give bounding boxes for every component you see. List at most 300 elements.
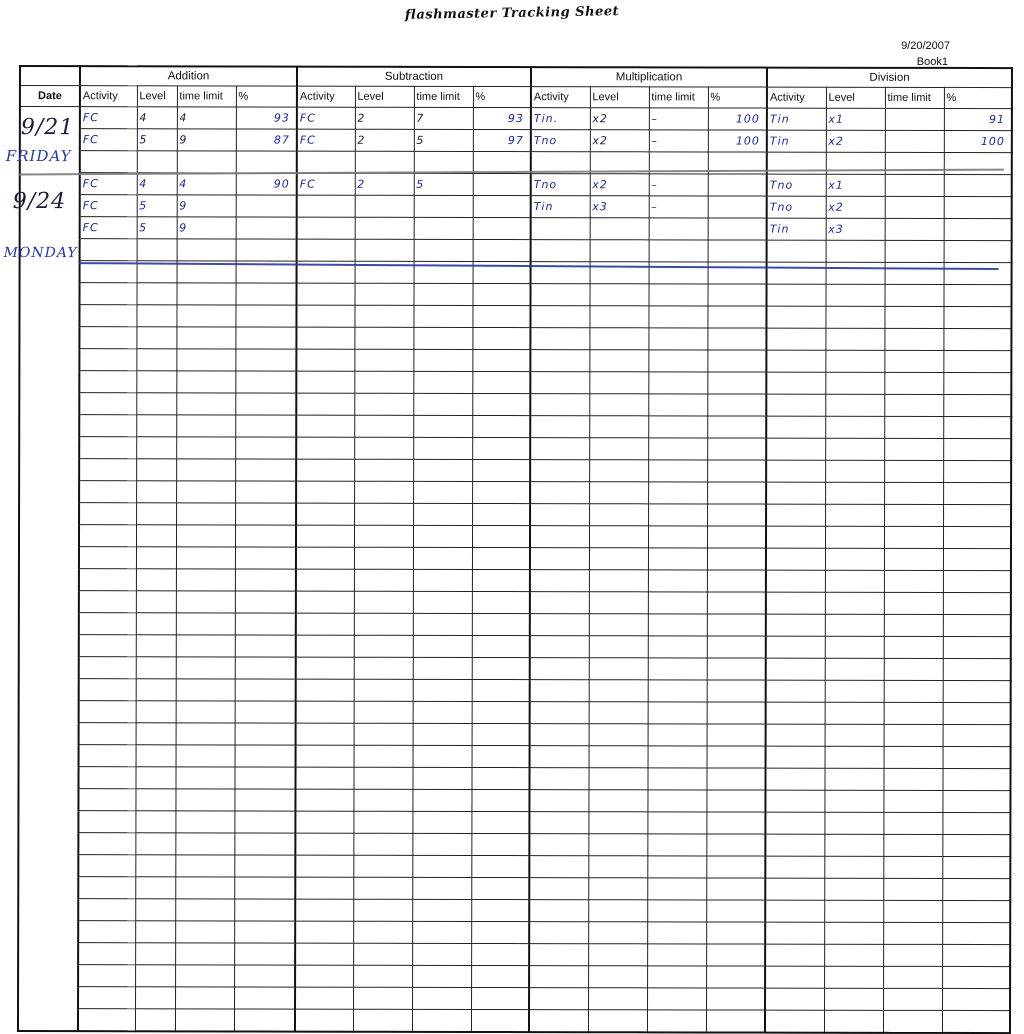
subtraction-activity-cell: FC [297, 129, 355, 151]
addition-time-limit-header: time limit [177, 86, 236, 107]
division-time-limit-cell [884, 768, 943, 790]
addition-percent-cell [235, 679, 296, 701]
addition-percent-cell [235, 393, 296, 415]
multiplication-time-limit-cell [648, 570, 707, 592]
division-activity-cell: Tin [767, 108, 826, 130]
subtraction-level-cell [355, 151, 414, 173]
addition-time-limit-cell [176, 371, 235, 393]
date-cell [19, 591, 79, 613]
subtraction-time-limit-cell [413, 305, 472, 327]
addition-percent-cell [234, 899, 295, 921]
subtraction-time-limit-cell [413, 503, 472, 525]
multiplication-time-limit-cell [648, 416, 707, 438]
multiplication-percent-cell [707, 680, 766, 702]
subtraction-activity-cell [296, 723, 354, 745]
multiplication-time-limit-cell [647, 768, 706, 790]
addition-activity-cell [79, 547, 136, 569]
addition-activity-cell [78, 767, 135, 789]
date-cell [19, 415, 79, 437]
subtraction-percent-cell [472, 723, 530, 745]
multiplication-level-cell [589, 328, 648, 350]
addition-time-limit-cell [176, 481, 235, 503]
multiplication-level-cell [589, 416, 648, 438]
division-activity-cell [765, 988, 824, 1010]
multiplication-percent-cell [706, 768, 765, 790]
subtraction-level-cell [354, 481, 413, 503]
table-row [19, 525, 1011, 549]
multiplication-time-limit-cell [648, 592, 707, 614]
addition-level-cell [135, 811, 175, 833]
addition-activity-cell [78, 965, 135, 987]
subtraction-level-cell [353, 833, 412, 855]
table-row [20, 173, 1012, 197]
subtraction-level-cell [354, 371, 413, 393]
subtraction-time-limit-cell [413, 283, 472, 305]
subtraction-percent-cell [472, 635, 530, 657]
addition-activity-cell [79, 305, 136, 327]
subtraction-level-cell [354, 679, 413, 701]
subtraction-level-cell [354, 415, 413, 437]
addition-level-cell [136, 393, 176, 415]
addition-time-limit-cell [175, 987, 234, 1009]
subtraction-time-limit-cell [414, 217, 473, 239]
date-cell [18, 965, 78, 987]
addition-time-limit-cell [176, 635, 235, 657]
subtraction-level-cell [354, 525, 413, 547]
division-level-cell [826, 284, 885, 306]
date-cell [18, 811, 78, 833]
date-cell [19, 701, 79, 723]
division-percent-cell [944, 284, 1012, 306]
addition-time-limit-cell [176, 415, 235, 437]
multiplication-time-limit-cell [647, 988, 706, 1010]
division-percent-cell [942, 900, 1010, 922]
multiplication-level-cell: x2 [590, 130, 649, 152]
division-activity-cell [766, 548, 825, 570]
subtraction-activity-cell [296, 437, 354, 459]
subtraction-percent-cell [472, 503, 530, 525]
addition-level-cell [135, 943, 175, 965]
table-row [18, 965, 1010, 989]
addition-percent-cell [235, 547, 296, 569]
subtraction-activity-cell [296, 547, 354, 569]
multiplication-level-cell [588, 812, 647, 834]
division-activity-cell [765, 878, 824, 900]
multiplication-activity-cell [530, 570, 589, 592]
subtraction-activity-cell [295, 965, 353, 987]
subtraction-activity-header: Activity [297, 86, 355, 107]
multiplication-activity-cell: Tin [531, 196, 590, 218]
division-activity-cell [765, 834, 824, 856]
addition-percent-cell [235, 481, 296, 503]
addition-level-cell: 5 [137, 195, 177, 217]
table-row [19, 305, 1011, 329]
subtraction-activity-cell [296, 635, 354, 657]
subtraction-time-limit-cell [413, 679, 472, 701]
division-time-limit-cell [884, 482, 943, 504]
division-activity-cell [767, 284, 826, 306]
multiplication-percent-cell [707, 702, 766, 724]
multiplication-activity-cell [530, 350, 589, 372]
addition-time-limit-cell [176, 349, 235, 371]
multiplication-level-cell: x2 [590, 108, 649, 130]
date-cell [19, 305, 79, 327]
division-activity-cell [766, 416, 825, 438]
addition-level-cell [136, 327, 176, 349]
multiplication-time-limit-cell [648, 328, 707, 350]
subtraction-time-limit-cell [413, 723, 472, 745]
addition-activity-cell: FC [80, 107, 137, 129]
division-time-limit-cell [883, 988, 942, 1010]
division-level-cell [824, 922, 883, 944]
multiplication-level-cell [589, 746, 648, 768]
division-activity-cell [766, 350, 825, 372]
subtraction-time-limit-cell [413, 437, 472, 459]
table-row [18, 921, 1010, 945]
division-time-limit-cell [884, 460, 943, 482]
date-cell [19, 349, 79, 371]
multiplication-time-limit-cell [647, 812, 706, 834]
multiplication-time-limit-cell [647, 922, 706, 944]
group-addition: Addition [80, 66, 297, 86]
multiplication-time-limit-cell [648, 680, 707, 702]
multiplication-percent-cell [707, 526, 766, 548]
addition-level-cell [137, 239, 177, 261]
subtraction-time-limit-header: time limit [414, 86, 473, 107]
addition-percent-cell [234, 965, 295, 987]
multiplication-level-cell [589, 614, 648, 636]
table-row [18, 811, 1010, 835]
multiplication-time-limit-cell [647, 944, 706, 966]
subtraction-time-limit-cell [413, 415, 472, 437]
multiplication-activity-cell [530, 636, 589, 658]
division-time-limit-cell [885, 218, 944, 240]
multiplication-level-cell [588, 900, 647, 922]
multiplication-activity-cell [530, 416, 589, 438]
multiplication-activity-cell: Tno [531, 174, 590, 196]
multiplication-time-limit-cell [648, 460, 707, 482]
addition-level-cell [136, 679, 176, 701]
multiplication-percent-cell [707, 372, 766, 394]
subtraction-percent-cell [471, 899, 529, 921]
addition-activity-cell [79, 745, 136, 767]
subtraction-activity-cell [296, 459, 354, 481]
division-percent-cell [942, 878, 1010, 900]
subtraction-activity-cell [296, 657, 354, 679]
division-time-limit-cell [883, 944, 942, 966]
table-row [19, 393, 1011, 417]
multiplication-time-limit-cell: – [649, 196, 708, 218]
multiplication-time-limit-cell [648, 350, 707, 372]
multiplication-activity-header: Activity [531, 87, 590, 108]
subtraction-percent-cell [473, 195, 531, 217]
subtraction-percent-cell [473, 217, 531, 239]
division-percent-cell [943, 658, 1011, 680]
subtraction-level-cell [354, 327, 413, 349]
addition-percent-cell [234, 811, 295, 833]
date-header: Date [20, 86, 80, 107]
subtraction-level-cell [353, 899, 412, 921]
division-time-limit-cell [885, 174, 944, 196]
division-activity-cell: Tin [767, 218, 826, 240]
addition-time-limit-cell [176, 547, 235, 569]
division-level-cell [825, 460, 884, 482]
multiplication-percent-cell [706, 834, 765, 856]
table-row [19, 481, 1011, 505]
multiplication-level-cell [588, 834, 647, 856]
multiplication-time-limit-cell: – [649, 108, 708, 130]
subtraction-activity-cell [296, 591, 354, 613]
division-time-limit-cell [884, 526, 943, 548]
division-percent-cell [943, 504, 1011, 526]
subtraction-level-cell [353, 767, 412, 789]
division-percent-header: % [944, 87, 1012, 108]
division-level-cell [825, 548, 884, 570]
subtraction-activity-cell [297, 239, 355, 261]
subtraction-percent-cell [471, 789, 529, 811]
addition-percent-cell [235, 459, 296, 481]
addition-activity-cell [78, 943, 135, 965]
division-level-cell [824, 966, 883, 988]
multiplication-time-limit-cell [648, 658, 707, 680]
division-time-limit-cell [883, 900, 942, 922]
division-percent-cell [943, 746, 1011, 768]
multiplication-activity-cell [530, 460, 589, 482]
table-row [18, 877, 1010, 901]
division-activity-cell [765, 900, 824, 922]
table-row [18, 943, 1010, 967]
division-percent-cell [943, 614, 1011, 636]
division-level-cell [825, 328, 884, 350]
subtraction-activity-cell [295, 833, 353, 855]
date-cell [18, 767, 78, 789]
division-time-limit-cell [884, 592, 943, 614]
addition-activity-cell [79, 481, 136, 503]
division-time-limit-cell [883, 790, 942, 812]
multiplication-percent-cell [706, 988, 765, 1010]
subtraction-activity-cell [296, 415, 354, 437]
addition-level-cell [136, 635, 176, 657]
multiplication-activity-cell [529, 988, 588, 1010]
multiplication-activity-cell [530, 592, 589, 614]
division-time-limit-cell [884, 702, 943, 724]
division-time-limit-cell [885, 262, 944, 284]
division-level-cell [825, 372, 884, 394]
date-cell [19, 635, 79, 657]
date-cell [18, 943, 78, 965]
subtraction-activity-cell [295, 855, 353, 877]
division-percent-cell [942, 966, 1010, 988]
division-percent-cell [943, 438, 1011, 460]
date-note-2: 9/24 [12, 188, 67, 215]
addition-time-limit-cell [176, 525, 235, 547]
addition-time-limit-cell [175, 877, 234, 899]
multiplication-activity-cell [530, 438, 589, 460]
addition-time-limit-cell [176, 613, 235, 635]
table-row [18, 855, 1010, 879]
subtraction-level-cell [353, 1009, 412, 1032]
division-percent-cell [942, 856, 1010, 878]
subtraction-activity-cell: FC [297, 107, 355, 129]
addition-activity-cell [78, 789, 135, 811]
multiplication-percent-cell [707, 460, 766, 482]
table-row [19, 613, 1011, 637]
subtraction-level-cell [354, 723, 413, 745]
subtraction-time-limit-cell [414, 195, 473, 217]
addition-percent-cell [234, 855, 295, 877]
multiplication-level-cell [588, 988, 647, 1010]
division-level-cell: x2 [826, 130, 885, 152]
subtraction-activity-cell [296, 393, 354, 415]
multiplication-time-limit-cell [648, 482, 707, 504]
division-percent-cell [943, 636, 1011, 658]
multiplication-level-cell: x2 [590, 174, 649, 196]
date-cell [19, 437, 79, 459]
subtraction-activity-cell [295, 811, 353, 833]
multiplication-time-limit-cell [647, 878, 706, 900]
multiplication-activity-cell [529, 878, 588, 900]
addition-time-limit-cell [176, 679, 235, 701]
addition-time-limit-cell [175, 767, 234, 789]
division-level-cell [824, 790, 883, 812]
division-percent-cell [942, 834, 1010, 856]
division-activity-cell [767, 240, 826, 262]
division-time-limit-cell [885, 130, 944, 152]
addition-level-cell [136, 701, 176, 723]
division-level-cell [825, 680, 884, 702]
division-activity-cell [766, 394, 825, 416]
multiplication-activity-cell [530, 284, 589, 306]
division-percent-cell [944, 240, 1012, 262]
division-level-cell [825, 394, 884, 416]
division-activity-cell [767, 262, 826, 284]
subtraction-percent-cell [471, 877, 529, 899]
addition-percent-cell [234, 789, 295, 811]
subtraction-level-cell: 2 [355, 107, 414, 129]
subtraction-percent-header: % [473, 86, 531, 107]
subtraction-level-cell [353, 811, 412, 833]
multiplication-activity-cell [530, 526, 589, 548]
division-level-cell [824, 944, 883, 966]
subtraction-percent-cell [472, 591, 530, 613]
multiplication-activity-cell [531, 218, 590, 240]
subtraction-level-cell [354, 459, 413, 481]
subtraction-time-limit-cell [413, 745, 472, 767]
division-time-limit-cell [883, 856, 942, 878]
addition-percent-cell: 87 [236, 129, 297, 151]
multiplication-level-cell [588, 966, 647, 988]
multiplication-level-cell [589, 702, 648, 724]
subtraction-percent-cell [472, 679, 530, 701]
multiplication-time-limit-header: time limit [649, 87, 708, 108]
multiplication-activity-cell [530, 394, 589, 416]
division-percent-cell [943, 548, 1011, 570]
subtraction-activity-cell [296, 327, 354, 349]
division-activity-cell: Tno [767, 196, 826, 218]
division-percent-cell [942, 812, 1010, 834]
tracking-table [17, 65, 1013, 1034]
addition-activity-cell [78, 877, 135, 899]
addition-percent-cell [236, 151, 297, 173]
subtraction-percent-cell [471, 965, 529, 987]
division-activity-cell [766, 614, 825, 636]
division-percent-cell [942, 944, 1010, 966]
date-cell [18, 899, 78, 921]
subtraction-time-limit-cell [412, 921, 471, 943]
multiplication-level-cell [588, 878, 647, 900]
addition-percent-cell [234, 877, 295, 899]
division-level-cell [825, 416, 884, 438]
subtraction-level-cell [355, 239, 414, 261]
addition-time-limit-cell [175, 965, 234, 987]
division-percent-cell [943, 460, 1011, 482]
date-cell [18, 833, 78, 855]
sheet-title: flashmaster Tracking Sheet [404, 4, 620, 23]
multiplication-level-cell [589, 724, 648, 746]
subtraction-level-cell [353, 921, 412, 943]
division-time-limit-cell [884, 658, 943, 680]
multiplication-time-limit-cell: – [649, 130, 708, 152]
subtraction-time-limit-cell [413, 459, 472, 481]
addition-percent-cell [235, 745, 296, 767]
table-row [19, 591, 1011, 615]
division-level-cell [825, 438, 884, 460]
subtraction-percent-cell [472, 371, 530, 393]
addition-percent-cell [235, 305, 296, 327]
addition-level-cell: 5 [137, 217, 177, 239]
subtraction-percent-cell [472, 349, 530, 371]
subtraction-activity-cell [295, 921, 353, 943]
addition-activity-cell [79, 635, 136, 657]
addition-level-cell [135, 921, 175, 943]
addition-level-cell [136, 547, 176, 569]
division-level-cell: x2 [826, 196, 885, 218]
division-percent-cell [943, 592, 1011, 614]
multiplication-activity-cell [529, 966, 588, 988]
multiplication-level-cell [589, 504, 648, 526]
division-time-limit-cell [883, 834, 942, 856]
multiplication-activity-cell [529, 856, 588, 878]
subtraction-percent-cell [472, 613, 530, 635]
subtraction-activity-cell [296, 679, 354, 701]
division-level-cell: x1 [826, 108, 885, 130]
date-cell [18, 987, 78, 1009]
subtraction-time-limit-cell [413, 569, 472, 591]
addition-level-cell [135, 833, 175, 855]
subtraction-level-header: Level [355, 86, 414, 107]
multiplication-level-cell [589, 482, 648, 504]
multiplication-percent-cell [706, 900, 765, 922]
addition-percent-cell [235, 591, 296, 613]
multiplication-activity-cell [529, 834, 588, 856]
addition-level-cell [135, 965, 175, 987]
addition-time-limit-cell [176, 657, 235, 679]
division-activity-cell [765, 790, 824, 812]
multiplication-level-cell [588, 944, 647, 966]
date-cell [19, 745, 79, 767]
multiplication-activity-cell [530, 724, 589, 746]
division-level-cell [825, 724, 884, 746]
addition-time-limit-cell [176, 305, 235, 327]
addition-percent-cell [235, 635, 296, 657]
multiplication-percent-cell [707, 328, 766, 350]
addition-activity-cell: FC [80, 195, 137, 217]
subtraction-percent-cell [471, 833, 529, 855]
table-row [19, 503, 1011, 527]
multiplication-time-limit-cell [649, 240, 708, 262]
date-cell [19, 723, 79, 745]
multiplication-activity-cell [529, 790, 588, 812]
